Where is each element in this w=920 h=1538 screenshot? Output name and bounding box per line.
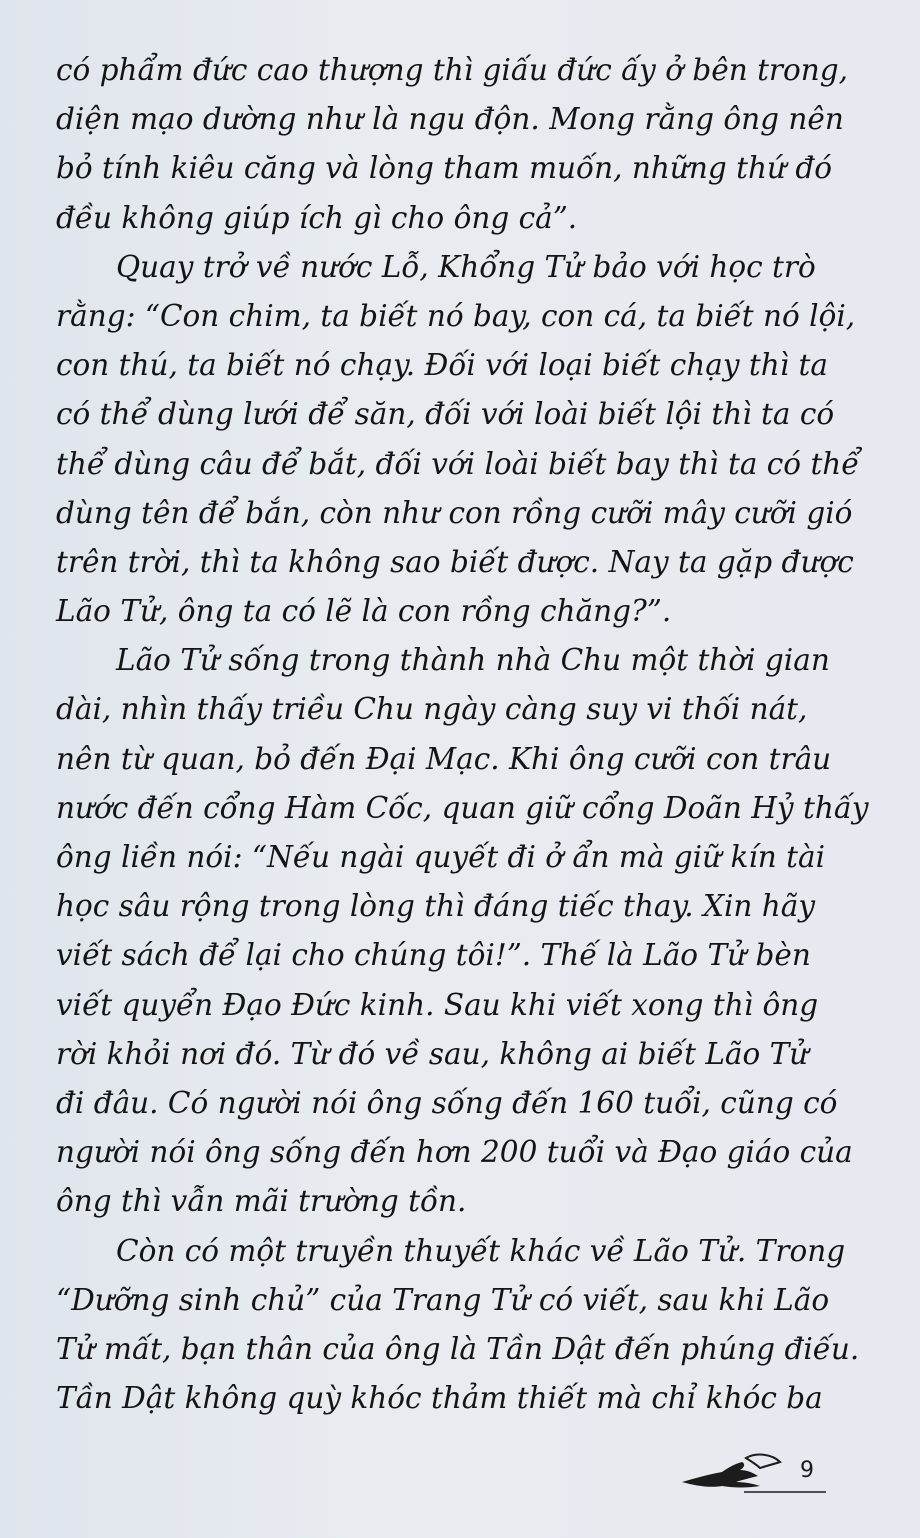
text-line: học sâu rộng trong lòng thì đáng tiếc thay. Xin hãy	[56, 889, 816, 924]
page-footer	[676, 1452, 836, 1502]
text-line: trên trời, thì ta không sao biết được. Nay ta gặp được	[56, 544, 854, 579]
text-line: Quay trở về nước Lỗ, Khổng Tử bảo với học trò	[116, 249, 816, 284]
text-line: ông thì vẫn mãi trường tồn.	[56, 1184, 467, 1219]
text-line: thể dùng câu để bắt, đối với loài biết bay thì ta có thể	[56, 446, 860, 481]
text-line: viết quyển Đạo Đức kinh. Sau khi viết xong thì ông	[56, 987, 819, 1022]
text-line: Tử mất, bạn thân của ông là Tần Dật đến phúng điếu.	[56, 1331, 860, 1366]
text-line: Lão Tử, ông ta có lẽ là con rồng chăng?”.	[56, 594, 672, 629]
text-line: “Dưỡng sinh chủ” của Trang Tử có viết, sau khi Lão	[56, 1282, 830, 1317]
text-line: rời khỏi nơi đó. Từ đó về sau, không ai biết Lão Tử	[56, 1036, 809, 1071]
page-number: 9	[800, 1458, 814, 1483]
text-line: nên từ quan, bỏ đến Đại Mạc. Khi ông cưỡi con trâu	[56, 741, 832, 776]
text-line: viết sách để lại cho chúng tôi!”. Thế là Lão Tử bèn	[56, 938, 811, 973]
text-line: ông liền nói: “Nếu ngài quyết đi ở ẩn mà giữ kín tài	[56, 840, 826, 874]
text-line: dùng tên để bắn, còn như con rồng cưỡi mây cưỡi gió	[56, 495, 853, 530]
text-line: diện mạo dường như là ngu độn. Mong rằng ông nên	[56, 102, 844, 137]
text-line: con thú, ta biết nó chạy. Đối với loại biết chạy thì ta	[56, 348, 828, 383]
text-line: Tần Dật không quỳ khóc thảm thiết mà chỉ khóc ba	[56, 1381, 823, 1416]
text-line: nước đến cổng Hàm Cốc, quan giữ cổng Doãn Hỷ thấy	[56, 790, 869, 825]
text-line: đi đâu. Có người nói ông sống đến 160 tuổi, cũng có	[56, 1085, 838, 1120]
text-line: Còn có một truyền thuyết khác về Lão Tử. Trong	[116, 1233, 846, 1268]
text-line: đều không giúp ích gì cho ông cả”.	[56, 200, 578, 235]
text-line: có phẩm đức cao thượng thì giấu đức ấy ở bên trong,	[56, 53, 849, 87]
text-line: dài, nhìn thấy triều Chu ngày càng suy vi thối nát,	[56, 692, 808, 727]
text-line: có thể dùng lưới để săn, đối với loài biết lội thì ta có	[56, 397, 835, 432]
text-line: bỏ tính kiêu căng và lòng tham muốn, những thứ đó	[56, 151, 832, 186]
text-line: rằng: “Con chim, ta biết nó bay, con cá, ta biết nó lội,	[56, 298, 856, 333]
text-line: Lão Tử sống trong thành nhà Chu một thời gian	[116, 643, 830, 678]
text-line: người nói ông sống đến hơn 200 tuổi và Đạo giáo của	[56, 1135, 853, 1170]
body-text	[56, 46, 874, 1423]
